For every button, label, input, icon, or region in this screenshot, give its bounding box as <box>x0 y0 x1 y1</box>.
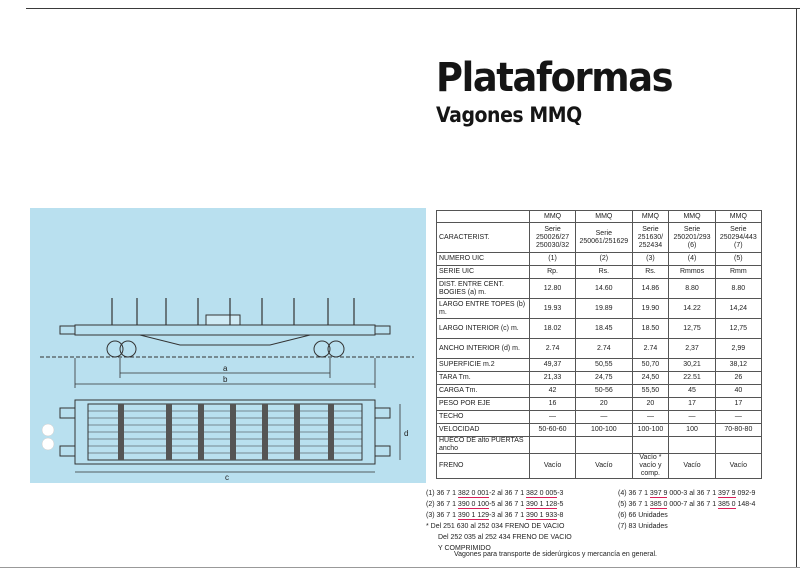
specs-row-label: PESO POR EJE <box>437 398 530 411</box>
specs-cell: 100-100 <box>576 424 632 437</box>
specs-row-label: HUECO DE alto PUERTAS ancho <box>437 437 530 454</box>
specs-cell <box>632 437 669 454</box>
specs-cell: Rmm <box>715 266 761 279</box>
specs-row-label: NUMERO UIC <box>437 253 530 266</box>
specs-row-label: SERIE UIC <box>437 266 530 279</box>
specs-cell: 8.80 <box>715 279 761 299</box>
specs-cell: Vacío * vacío y comp. <box>632 454 669 479</box>
specs-cell: 21,33 <box>530 372 576 385</box>
paper-hole-punches <box>42 424 54 450</box>
title-block <box>436 56 693 128</box>
specs-cell: Serie 251630/ 252434 <box>632 223 669 253</box>
specs-cell: 22.51 <box>669 372 715 385</box>
specs-cell: 2.74 <box>632 339 669 359</box>
note-line-5: (5) 36 7 1 385 0 000-7 al 36 7 1 385 0 148-4 <box>618 501 756 508</box>
specs-row <box>437 424 762 437</box>
specs-cell: Serie 250026/27 250030/32 <box>530 223 576 253</box>
specs-cell: — <box>632 411 669 424</box>
specs-cell: 2,99 <box>715 339 761 359</box>
specs-cell: 8.80 <box>669 279 715 299</box>
specs-row-label: CARACTERIST. <box>437 223 530 253</box>
specs-row-label: ANCHO INTERIOR (d) m. <box>437 339 530 359</box>
col-header: MMQ <box>632 211 669 223</box>
specs-cell: 14.60 <box>576 279 632 299</box>
specs-cell: 17 <box>669 398 715 411</box>
specs-cell: 12,75 <box>715 319 761 339</box>
specs-cell: 70-80-80 <box>715 424 761 437</box>
col-header: MMQ <box>669 211 715 223</box>
note-units-7: (7) 83 Unidades <box>618 523 668 530</box>
specs-row <box>437 253 762 266</box>
specs-row-label: VELOCIDAD <box>437 424 530 437</box>
specs-row-label: TARA Tm. <box>437 372 530 385</box>
specs-cell: 55,50 <box>632 385 669 398</box>
specs-row <box>437 299 762 319</box>
specs-cell: Vacío <box>576 454 632 479</box>
note-units-6: (6) 66 Unidades <box>618 512 668 519</box>
specs-cell: Rs. <box>632 266 669 279</box>
note-star-2: Del 252 035 al 252 434 FRENO DE VACIO <box>438 534 572 541</box>
specs-row <box>437 372 762 385</box>
specs-cell: 2.74 <box>576 339 632 359</box>
specs-cell: 50,70 <box>632 359 669 372</box>
specs-cell: 30,21 <box>669 359 715 372</box>
specs-cell: 40 <box>715 385 761 398</box>
footer-note: Vagones para transporte de siderúrgicos y mercancía en general. <box>454 551 657 558</box>
specs-cell: Rp. <box>530 266 576 279</box>
frame-bottom-line <box>0 567 800 568</box>
specs-cell: 19.93 <box>530 299 576 319</box>
specs-row-label: LARGO ENTRE TOPES (b) m. <box>437 299 530 319</box>
specs-row-label: FRENO <box>437 454 530 479</box>
specs-row-label: DIST. ENTRE CENT. BOGIES (a) m. <box>437 279 530 299</box>
specs-cell: 50-56 <box>576 385 632 398</box>
note-star-1: * Del 251 630 al 252 034 FRENO DE VACIO <box>426 523 565 530</box>
specs-row-label: CARGA Tm. <box>437 385 530 398</box>
specs-cell: 20 <box>576 398 632 411</box>
specs-cell: 12,75 <box>669 319 715 339</box>
specs-cell <box>669 437 715 454</box>
specs-cell: Vacío <box>669 454 715 479</box>
specs-cell: Vacío <box>715 454 761 479</box>
specs-row <box>437 385 762 398</box>
col-header: MMQ <box>530 211 576 223</box>
specs-cell: Vacío <box>530 454 576 479</box>
note-line-1: (1) 36 7 1 382 0 001-2 al 36 7 1 382 0 005-3 <box>426 490 564 497</box>
specs-row <box>437 398 762 411</box>
side-elevation <box>40 298 414 357</box>
specs-cell: 18.02 <box>530 319 576 339</box>
specs-cell: (1) <box>530 253 576 266</box>
wagon-drawing <box>30 208 426 483</box>
specs-cell: 18.45 <box>576 319 632 339</box>
specs-cell: 17 <box>715 398 761 411</box>
specs-cell: 26 <box>715 372 761 385</box>
specs-cell: 2,37 <box>669 339 715 359</box>
specs-table <box>436 210 762 479</box>
specs-cell: (5) <box>715 253 761 266</box>
specs-cell: 45 <box>669 385 715 398</box>
dim-label-b: b <box>223 375 228 384</box>
specs-cell: 2.74 <box>530 339 576 359</box>
specs-cell: 42 <box>530 385 576 398</box>
specs-cell: 19.89 <box>576 299 632 319</box>
specs-cell: 38,12 <box>715 359 761 372</box>
specs-cell: Rmmos <box>669 266 715 279</box>
specs-row-label: SUPERFICIE m.2 <box>437 359 530 372</box>
specs-cell: 100-100 <box>632 424 669 437</box>
specs-row <box>437 411 762 424</box>
specs-cell: 14,24 <box>715 299 761 319</box>
page-title: Plataformas <box>436 55 673 101</box>
dim-label-d: d <box>404 429 409 438</box>
specs-cell: 18.50 <box>632 319 669 339</box>
specs-cell: 24,75 <box>576 372 632 385</box>
specs-row <box>437 279 762 299</box>
specs-cell: (4) <box>669 253 715 266</box>
specs-cell: — <box>530 411 576 424</box>
specs-cell <box>715 437 761 454</box>
specs-row-label: LARGO INTERIOR (c) m. <box>437 319 530 339</box>
specs-cell: Serie 250201/293 (6) <box>669 223 715 253</box>
specs-cell: — <box>576 411 632 424</box>
specs-body <box>437 223 762 479</box>
frame-right-line <box>796 8 797 568</box>
frame-top-line <box>26 8 800 9</box>
specs-row <box>437 359 762 372</box>
specs-cell: 100 <box>669 424 715 437</box>
specs-cell <box>530 437 576 454</box>
specs-cell: (2) <box>576 253 632 266</box>
notes-right-column <box>618 488 798 532</box>
technical-drawing-panel <box>30 208 426 483</box>
note-line-3: (3) 36 7 1 390 1 129-3 al 36 7 1 390 1 933-8 <box>426 512 564 519</box>
page-subtitle: Vagones MMQ <box>436 103 582 127</box>
specs-cell: 14.22 <box>669 299 715 319</box>
specs-row <box>437 339 762 359</box>
specs-cell: 16 <box>530 398 576 411</box>
note-line-2: (2) 36 7 1 390 0 100-5 al 36 7 1 390 1 128-5 <box>426 501 564 508</box>
specs-cell: — <box>715 411 761 424</box>
specs-row <box>437 266 762 279</box>
specs-row <box>437 319 762 339</box>
specs-row <box>437 437 762 454</box>
col-header: MMQ <box>715 211 761 223</box>
specs-cell: 50-60-60 <box>530 424 576 437</box>
dim-label-c: c <box>225 473 229 482</box>
specs-row-label: TECHO <box>437 411 530 424</box>
specs-cell: 14.86 <box>632 279 669 299</box>
specs-cell: 24,50 <box>632 372 669 385</box>
plan-view <box>60 400 400 472</box>
specs-cell: 50,55 <box>576 359 632 372</box>
specs-cell: Serie 250061/251629 <box>576 223 632 253</box>
col-header: MMQ <box>576 211 632 223</box>
dim-label-a: a <box>223 364 228 373</box>
specs-cell: 20 <box>632 398 669 411</box>
specs-cell: 12.80 <box>530 279 576 299</box>
specs-cell: (3) <box>632 253 669 266</box>
specs-cell: 49,37 <box>530 359 576 372</box>
note-line-4: (4) 36 7 1 397 9 000-3 al 36 7 1 397 9 092-9 <box>618 490 756 497</box>
specs-cell: Serie 250294/443 (7) <box>715 223 761 253</box>
specs-cell: 19.90 <box>632 299 669 319</box>
specs-row <box>437 454 762 479</box>
note-star-3: Y COMPRIMIDO <box>438 545 491 552</box>
specs-corner-cell <box>437 211 530 223</box>
specs-header-row <box>437 211 762 223</box>
notes-left-column <box>426 488 636 554</box>
specs-cell: — <box>669 411 715 424</box>
specs-cell: Rs. <box>576 266 632 279</box>
specs-cell <box>576 437 632 454</box>
specs-row <box>437 223 762 253</box>
